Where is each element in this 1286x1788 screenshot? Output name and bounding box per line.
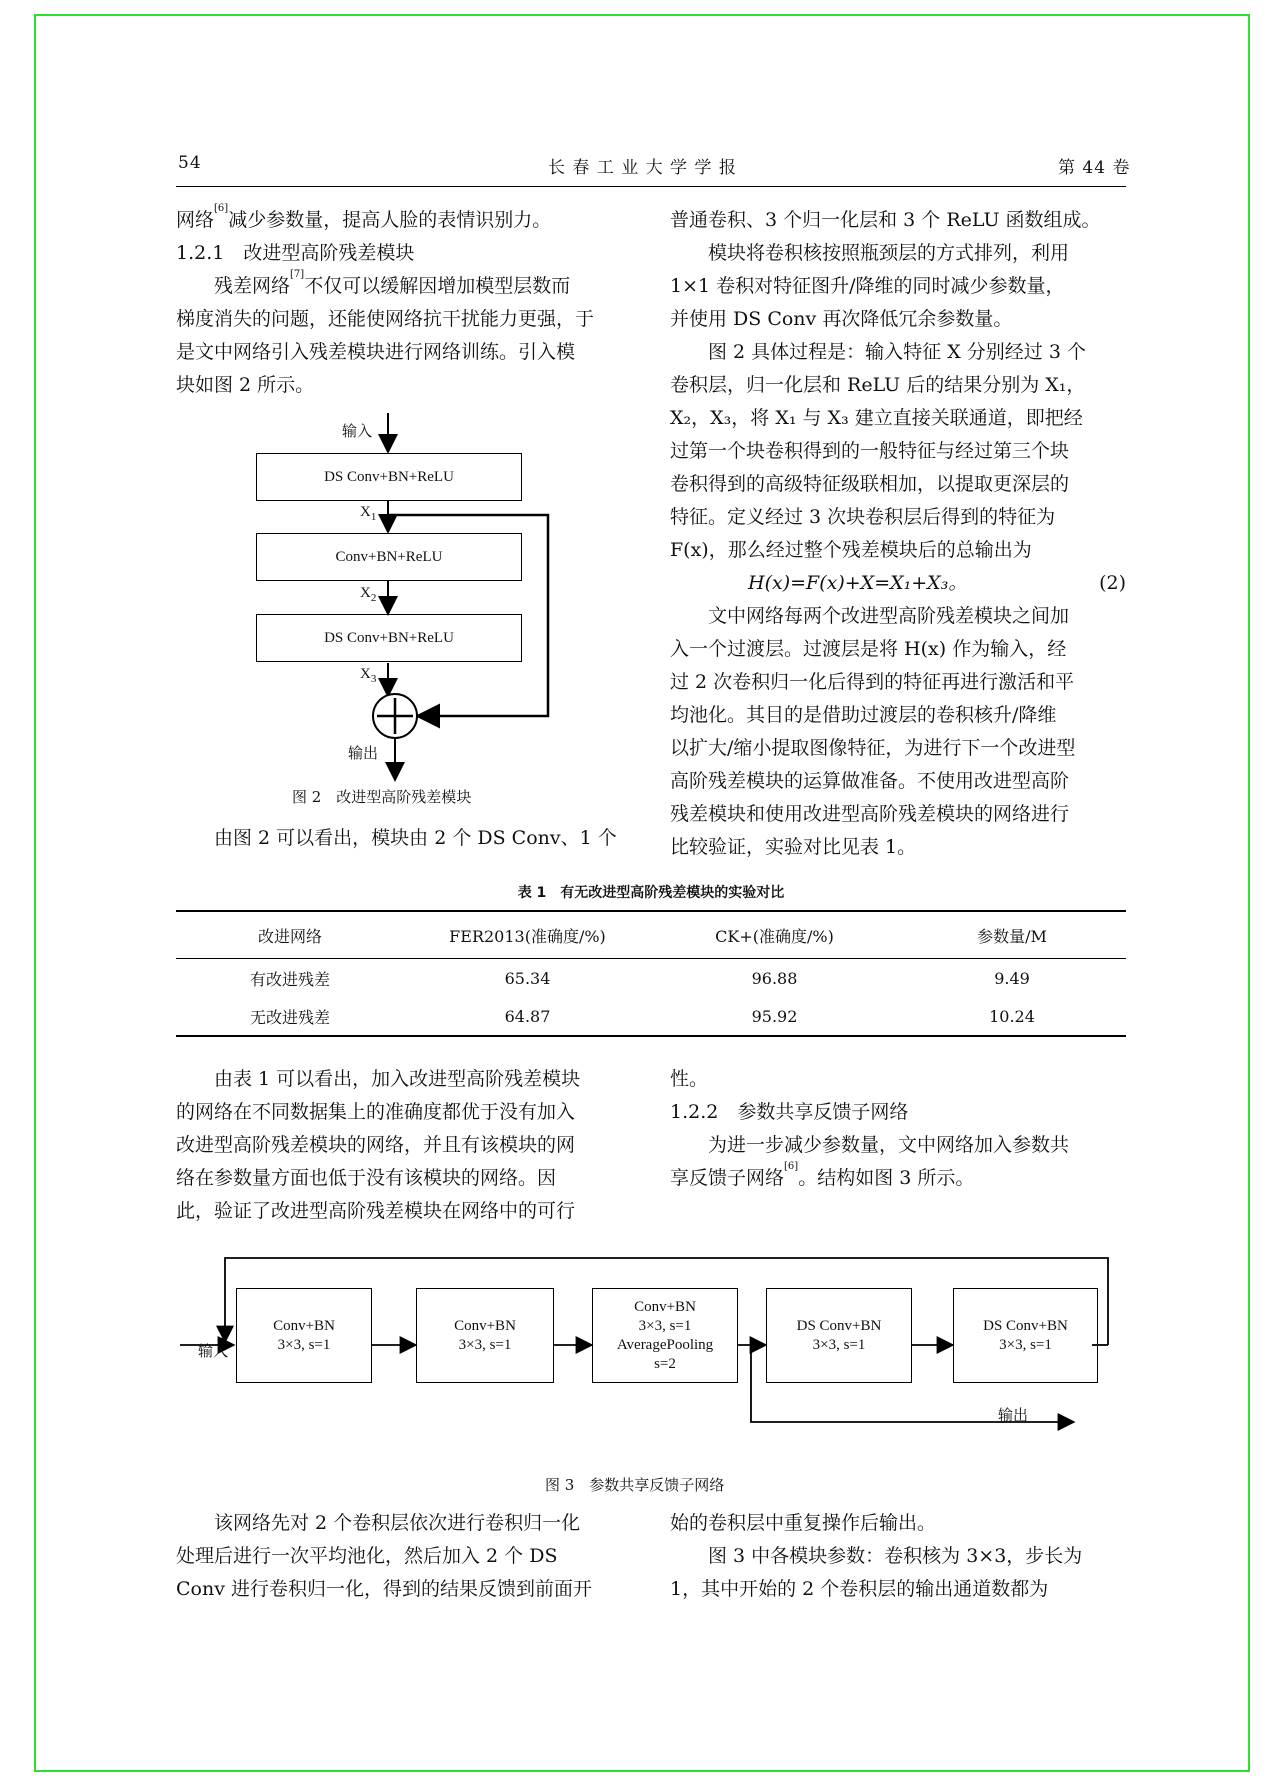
left-column-after-fig2 xyxy=(176,822,628,855)
paragraph-line: 并使用 DS Conv 再次降低冗余参数量。 xyxy=(670,308,1013,330)
input-label: 输入 xyxy=(342,422,373,440)
paragraph-line: 由图 2 可以看出，模块由 2 个 DS Conv、1 个 xyxy=(214,827,617,849)
paragraph-line: 过第一个块卷积得到的一般特征与经过第三个块 xyxy=(670,440,1070,462)
paragraph-line: 改进型高阶残差模块的网络，并且有该模块的网 xyxy=(176,1134,576,1156)
paragraph-line: 的网络在不同数据集上的准确度都优于没有加入 xyxy=(176,1101,576,1123)
paragraph-line: 均池化。其目的是借助过渡层的卷积核升/降维 xyxy=(670,704,1057,726)
paragraph-line: 入一个过渡层。过渡层是将 H(x) 作为输入，经 xyxy=(670,638,1067,660)
conv-bn-block-1: Conv+BN 3×3, s=1 xyxy=(236,1288,372,1383)
paragraph-line: 是文中网络引入残差模块进行网络训练。引入模 xyxy=(176,341,576,363)
citation: [6] xyxy=(784,1161,799,1172)
conv-bn-avgpool-block: Conv+BN 3×3, s=1 AveragePooling s=2 xyxy=(592,1288,738,1383)
paragraph-line: 模块将卷积核按照瓶颈层的方式排列，利用 xyxy=(708,242,1070,264)
right-column-bottom xyxy=(670,1507,1126,1606)
paragraph-line: 普通卷积、3 个归一化层和 3 个 ReLU 函数组成。 xyxy=(670,209,1101,231)
paragraph-line: 卷积得到的高级特征级联相加，以提取更深层的 xyxy=(670,473,1070,495)
ds-conv-bn-block-2: DS Conv+BN 3×3, s=1 xyxy=(953,1288,1098,1383)
column-header: 改进网络 xyxy=(257,926,322,946)
paragraph-line: 该网络先对 2 个卷积层依次进行卷积归一化 xyxy=(214,1512,581,1534)
paragraph-line: 图 2 具体过程是：输入特征 X 分别经过 3 个 xyxy=(708,341,1086,363)
paragraph-line: 梯度消失的问题，还能使网络抗干扰能力更强，于 xyxy=(176,308,595,330)
figure-3-caption: 图 3 参数共享反馈子网络 xyxy=(545,1476,725,1494)
table-cell: 9.49 xyxy=(994,968,1030,988)
ds-conv-bn-relu-block-1: DS Conv+BN+ReLU xyxy=(256,453,522,501)
paragraph-line: 文中网络每两个改进型高阶残差模块之间加 xyxy=(708,605,1070,627)
table-row xyxy=(176,997,1126,1036)
output-label: 输出 xyxy=(348,744,379,762)
equation-2 xyxy=(670,567,1126,600)
header-rule xyxy=(176,186,1126,187)
table-1-title: 表 1 有无改进型高阶残差模块的实验对比 xyxy=(517,885,785,901)
page-number: 54 xyxy=(178,153,202,173)
ds-conv-bn-block-1: DS Conv+BN 3×3, s=1 xyxy=(766,1288,912,1383)
paragraph-line: X₂，X₃，将 X₁ 与 X₃ 建立直接关联通道，即把经 xyxy=(670,407,1083,429)
paragraph-line: 始的卷积层中重复操作后输出。 xyxy=(670,1512,937,1534)
conv-bn-block-2: Conv+BN 3×3, s=1 xyxy=(416,1288,554,1383)
table-cell: 96.88 xyxy=(751,968,798,988)
paragraph-line: 图 3 中各模块参数：卷积核为 3×3，步长为 xyxy=(708,1545,1083,1567)
paragraph-line: 由表 1 可以看出，加入改进型高阶残差模块 xyxy=(214,1068,581,1090)
column-header: FER2013(准确度/%) xyxy=(449,926,606,946)
x3-label: $X_3$ xyxy=(360,666,377,685)
paragraph-line: 残差网络[7]不仅可以缓解因增加模型层数而 xyxy=(214,269,571,297)
section-heading-1-2-2: 1.2.2 参数共享反馈子网络 xyxy=(670,1101,909,1123)
citation: [6] xyxy=(214,203,229,214)
right-column-top xyxy=(670,204,1126,864)
paragraph-line: 卷积层，归一化层和 ReLU 后的结果分别为 X₁， xyxy=(670,374,1086,396)
paragraph-line: 处理后进行一次平均池化，然后加入 2 个 DS xyxy=(176,1545,558,1567)
paragraph-line: 特征。定义经过 3 次块卷积层后得到的特征为 xyxy=(670,506,1056,528)
table-cell: 有改进残差 xyxy=(249,969,330,989)
paragraph-line: 1×1 卷积对特征图升/降维的同时减少参数量， xyxy=(670,275,1065,297)
equation-text: H(x)=F(x)+X=X₁+X₃。 xyxy=(748,572,968,594)
table-cell: 95.92 xyxy=(751,1006,798,1026)
paragraph-line: 高阶残差模块的运算做准备。不使用改进型高阶 xyxy=(670,770,1070,792)
paragraph-line: 块如图 2 所示。 xyxy=(176,374,315,396)
section-heading-1-2-1: 1.2.1 改进型高阶残差模块 xyxy=(176,242,415,264)
table-cell: 10.24 xyxy=(989,1006,1035,1026)
figure-2-caption: 图 2 改进型高阶残差模块 xyxy=(292,788,472,806)
left-column-top xyxy=(176,204,628,402)
table-1 xyxy=(176,910,1126,1037)
output-label: 输出 xyxy=(998,1406,1029,1424)
paragraph-line: 过 2 次卷积归一化后得到的特征再进行激活和平 xyxy=(670,671,1075,693)
table-cell: 64.87 xyxy=(504,1006,551,1026)
right-column-mid xyxy=(670,1063,1126,1195)
journal-name: 长 春 工 业 大 学 学 报 xyxy=(548,158,737,178)
left-column-bottom xyxy=(176,1507,628,1606)
paragraph-line: 性。 xyxy=(670,1068,709,1090)
paragraph-line: 比较验证，实验对比见表 1。 xyxy=(670,836,917,858)
conv-bn-relu-block: Conv+BN+ReLU xyxy=(256,533,522,581)
table-header-row xyxy=(176,911,1126,959)
ds-conv-bn-relu-block-2: DS Conv+BN+ReLU xyxy=(256,614,522,662)
x2-label: $X_2$ xyxy=(360,585,377,604)
table-row xyxy=(176,959,1126,998)
citation: [7] xyxy=(290,269,305,280)
paragraph-line: 络在参数量方面也低于没有该模块的网络。因 xyxy=(176,1167,557,1189)
paragraph-line: 1，其中开始的 2 个卷积层的输出通道数都为 xyxy=(670,1578,1049,1600)
equation-number: (2) xyxy=(1099,572,1126,594)
column-header: CK+(准确度/%) xyxy=(715,926,834,946)
volume-label: 第 44 卷 xyxy=(1058,158,1131,178)
table-cell: 65.34 xyxy=(504,968,551,988)
x1-label: $X_1$ xyxy=(360,504,377,523)
paragraph-line: 此，验证了改进型高阶残差模块在网络中的可行 xyxy=(176,1200,576,1222)
paragraph-line: 享反馈子网络[6]。结构如图 3 所示。 xyxy=(670,1161,975,1189)
paragraph-line: 残差模块和使用改进型高阶残差模块的网络进行 xyxy=(670,803,1070,825)
paragraph-line: F(x)，那么经过整个残差模块后的总输出为 xyxy=(670,539,1032,561)
paragraph-line: 网络[6]减少参数量，提高人脸的表情识别力。 xyxy=(176,203,552,231)
column-header: 参数量/M xyxy=(977,926,1047,946)
paragraph-line: 为进一步减少参数量，文中网络加入参数共 xyxy=(708,1134,1070,1156)
paragraph-line: Conv 进行卷积归一化，得到的结果反馈到前面开 xyxy=(176,1578,592,1600)
paragraph-line: 以扩大/缩小提取图像特征，为进行下一个改进型 xyxy=(670,737,1076,759)
table-cell: 无改进残差 xyxy=(249,1007,330,1027)
left-column-mid xyxy=(176,1063,628,1228)
input-label: 输入 xyxy=(198,1342,229,1360)
